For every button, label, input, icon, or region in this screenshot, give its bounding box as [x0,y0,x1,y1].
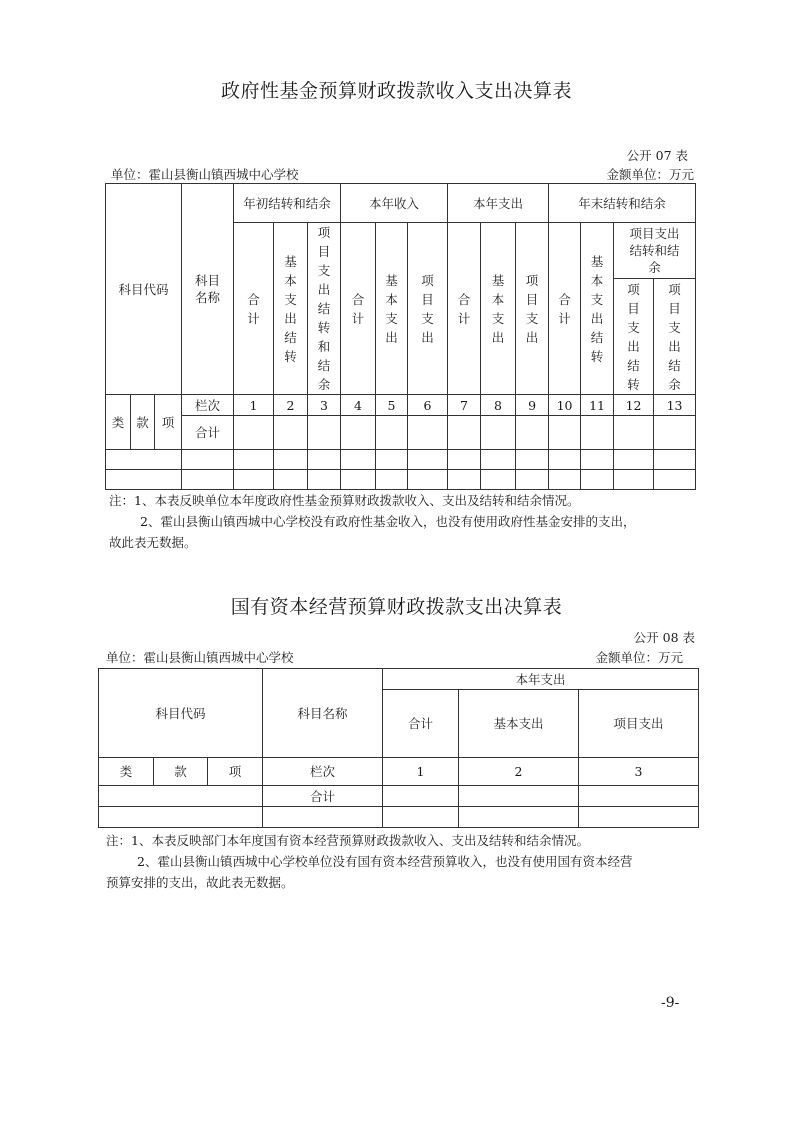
column-number: 1 [383,758,459,786]
table-cell [408,416,448,450]
table-cell [376,450,408,470]
header-kuan: 款 [131,395,155,450]
header-group-end: 年末结转和结余 [549,184,696,223]
table2-note-3: 预算安排的支出，故此表无数据。 [106,875,294,890]
table1-unit: 单位：霍山县衡山镇西城中心学校 [111,167,299,182]
header-end-project-group: 项目支出结转和结余 [614,223,696,279]
table-cell [408,450,448,470]
table-cell [614,450,654,470]
table-cell [383,807,459,828]
header-subject-code: 科目代码 [106,184,182,395]
table-cell [341,450,376,470]
table1-note-1: 注：1、本表反映单位本年度政府性基金预算财政拨款收入、支出及结转和结余情况。 [109,493,580,508]
table-cell [308,470,341,490]
table-cell [581,416,614,450]
header-end-basic-carry: 基本支出结转 [581,223,614,395]
column-number: 1 [234,395,274,416]
table-cell [383,786,459,807]
table-cell [481,450,516,470]
column-number: 2 [459,758,579,786]
table-cell [448,416,481,450]
table-cell [376,470,408,490]
table-row-sum [106,416,696,450]
header-expense-total: 合计 [448,223,481,395]
table2-unit: 单位：霍山县衡山镇西城中心学校 [106,650,294,665]
header-group-expense: 本年支出 [448,184,549,223]
table2-note-1: 注：1、本表反映部门本年度国有资本经营预算财政拨款收入、支出及结转和结余情况。 [106,833,589,848]
header-xiang: 项 [208,758,263,786]
header-kuan: 款 [154,758,208,786]
table-cell [549,470,581,490]
table-cell [274,470,308,490]
column-number: 5 [376,395,408,416]
table-cell [182,450,234,470]
table-cell [579,786,699,807]
table-cell [516,416,549,450]
header-subject-code: 科目代码 [99,669,263,758]
table-cell [481,416,516,450]
table-cell [99,807,263,828]
header-project-expense: 项目支出 [579,690,699,758]
column-number: 7 [448,395,481,416]
table-cell [516,470,549,490]
table-cell [234,450,274,470]
header-end-project-carry: 项目支出结转 [614,279,654,395]
header-subject-name: 科目名称 [263,669,383,758]
header-lei: 类 [99,758,154,786]
header-income-total: 合计 [341,223,376,395]
table-cell [263,807,383,828]
table1 [105,183,696,490]
table-cell [106,450,182,470]
sum-row-label: 合计 [263,786,383,807]
header-group-income: 本年收入 [341,184,448,223]
table-row [99,807,699,828]
table2-title: 国有资本经营预算财政拨款支出决算表 [230,596,563,618]
column-number: 9 [516,395,549,416]
column-number: 6 [408,395,448,416]
header-column-index: 栏次 [263,758,383,786]
table-cell [581,450,614,470]
table-cell [579,807,699,828]
table-cell [459,807,579,828]
table2-code: 公开 08 表 [633,630,695,645]
table-cell [516,450,549,470]
header-xiang: 项 [155,395,182,450]
table-cell [376,416,408,450]
table2-amount-unit: 金额单位：万元 [595,650,683,665]
header-group-expense: 本年支出 [383,669,699,690]
table-row [106,450,696,470]
table-cell [182,470,234,490]
header-end-project-balance: 项目支出结余 [654,279,696,395]
header-end-total: 合计 [549,223,581,395]
header-group-begin: 年初结转和结余 [234,184,341,223]
table1-note-2: 2、霍山县衡山镇西城中心学校没有政府性基金收入，也没有使用政府性基金安排的支出， [140,514,636,529]
table-cell [341,416,376,450]
table1-note-3: 故此表无数据。 [109,535,197,550]
table1-title: 政府性基金预算财政拨款收入支出决算表 [220,80,572,102]
table-cell [614,416,654,450]
column-number: 3 [579,758,699,786]
header-begin-basic-carry: 基本支出结转 [274,223,308,395]
table-row-sum [99,786,699,807]
table-cell [549,450,581,470]
column-number: 3 [308,395,341,416]
table-cell [274,416,308,450]
column-number: 10 [549,395,581,416]
header-expense-project: 项目支出 [516,223,549,395]
column-number: 8 [481,395,516,416]
table-cell [408,470,448,490]
table1-amount-unit: 金额单位：万元 [606,167,694,182]
table-cell [308,416,341,450]
header-total: 合计 [383,690,459,758]
table-cell [654,450,696,470]
header-expense-basic: 基本支出 [481,223,516,395]
sum-row-label: 合计 [182,416,234,450]
table-cell [581,470,614,490]
table-cell [99,786,263,807]
column-number: 4 [341,395,376,416]
table-cell [341,470,376,490]
table-cell [459,786,579,807]
header-begin-total: 合计 [234,223,274,395]
table-cell [614,470,654,490]
table-cell [234,470,274,490]
header-begin-project-carry-balance: 项目支出结转和结余 [308,223,341,395]
header-income-basic: 基本支出 [376,223,408,395]
column-number: 2 [274,395,308,416]
table-cell [549,416,581,450]
table-cell [274,450,308,470]
table-cell [308,450,341,470]
page-number: -9- [661,995,680,1011]
table-row [106,470,696,490]
table-cell [654,416,696,450]
table2 [98,668,699,828]
table-cell [234,416,274,450]
header-lei: 类 [106,395,131,450]
header-subject-name: 科目名称 [182,184,234,395]
table1-code: 公开 07 表 [626,148,688,163]
table-cell [654,470,696,490]
header-income-project: 项目支出 [408,223,448,395]
table2-note-2: 2、霍山县衡山镇西城中心学校单位没有国有资本经营预算收入，也没有使用国有资本经营 [137,854,633,869]
table-cell [448,470,481,490]
column-number: 11 [581,395,614,416]
table-cell [481,470,516,490]
column-number: 12 [614,395,654,416]
table-cell [106,470,182,490]
header-basic-expense: 基本支出 [459,690,579,758]
table-cell [448,450,481,470]
column-number: 13 [654,395,696,416]
header-column-index: 栏次 [182,395,234,416]
